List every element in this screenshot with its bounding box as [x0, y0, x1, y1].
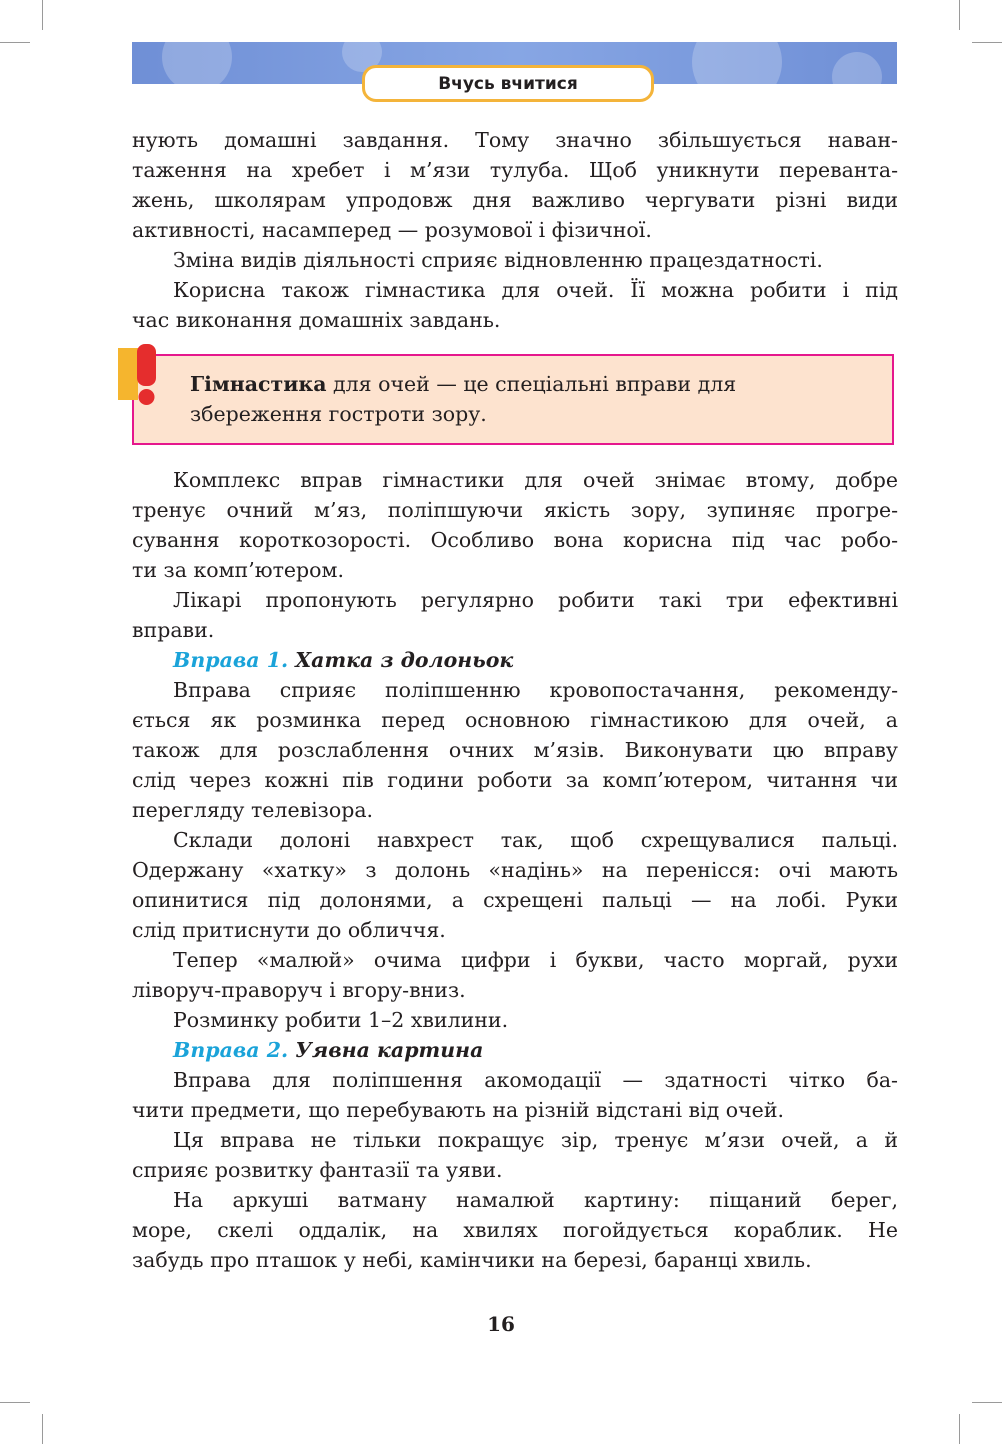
- text-line: сування короткозорості. Особливо вона корисна під час робо-: [132, 528, 898, 552]
- text-line: Одержану «хатку» з долонь «надінь» на перенісся: очі мають: [132, 858, 898, 882]
- text-line: активності, насамперед — розумової і фізичної.: [132, 218, 652, 242]
- text-line: слід притиснути до обличчя.: [132, 918, 446, 942]
- text-line: чити предмети, що перебувають на різній відстані від очей.: [132, 1098, 784, 1122]
- text-line: Вправа для поліпшення акомодації — здатності чітко ба-: [173, 1068, 898, 1092]
- crop-mark: [972, 1402, 1002, 1403]
- text-line: Лікарі пропонують регулярно робити такі три ефективні: [173, 588, 898, 612]
- exercise-label: Вправа 2.: [173, 1038, 289, 1062]
- crop-mark: [959, 0, 960, 30]
- text-line: забудь про пташок у небі, камінчики на березі, баранці хвиль.: [132, 1248, 812, 1272]
- text-line: Зміна видів діяльності сприяє відновленню працездатності.: [173, 248, 823, 272]
- text-line: жень, школярам упродовж дня важливо чергувати різні види: [132, 188, 898, 212]
- definition-line: для очей — це спеціальні вправи для: [326, 372, 737, 396]
- text-line: Розминку робити 1–2 хвилини.: [173, 1008, 509, 1032]
- page-number: 16: [487, 1312, 515, 1336]
- crop-mark: [0, 42, 30, 43]
- text-line: Комплекс вправ гімнастики для очей знімає втому, добре: [173, 468, 898, 492]
- paragraph: [132, 125, 898, 335]
- crop-mark: [42, 1414, 43, 1444]
- definition-text: [190, 369, 842, 429]
- text-line: Ця вправа не тільки покращує зір, тренує м’язи очей, а й: [173, 1128, 898, 1152]
- definition-line: збереження гостроти зору.: [190, 402, 487, 426]
- definition-term: Гімнастика: [190, 372, 327, 396]
- text-line: море, скелі оддалік, на хвилях погойдується кораблик. Не: [132, 1218, 898, 1242]
- text-line: також для розслаблення очних м’язів. Виконувати цю вправу: [132, 738, 898, 762]
- text-line: ти за комп’ютером.: [132, 558, 344, 582]
- text-line: перегляду телевізора.: [132, 798, 374, 822]
- text-line: На аркуші ватману намалюй картину: піщаний берег,: [173, 1188, 898, 1212]
- decor-bubble: [692, 42, 782, 84]
- main-text: [132, 465, 898, 1275]
- text-line: час виконання домашніх завдань.: [132, 308, 501, 332]
- text-line: вправи.: [132, 618, 215, 642]
- exercise-title: Уявна картина: [288, 1038, 484, 1062]
- crop-mark: [0, 1402, 30, 1403]
- text-line: слід через кожні пів години роботи за комп’ютером, читання чи: [132, 768, 898, 792]
- exercise-label: Вправа 1.: [173, 648, 289, 672]
- exercise-1-heading: [132, 645, 898, 675]
- text-line: таження на хребет і м’язи тулуба. Щоб уникнути переванта-: [132, 158, 898, 182]
- text-line: опинитися під долонями, а схрещені пальці — на лобі. Руки: [132, 888, 898, 912]
- exercise-title: Хатка з долоньок: [288, 648, 514, 672]
- crop-mark: [959, 1414, 960, 1444]
- exclamation-warning-icon: [118, 344, 174, 408]
- text-line: Склади долоні навхрест так, щоб схрещувалися пальці.: [173, 828, 898, 852]
- text-line: ліворуч-праворуч і вгору-вниз.: [132, 978, 466, 1002]
- decor-bubble: [832, 52, 882, 84]
- exercise-2-heading: [132, 1035, 898, 1065]
- crop-mark: [972, 42, 1002, 43]
- decor-bubble: [162, 42, 232, 84]
- text-line: ється як розминка перед основною гімнастикою для очей, а: [132, 708, 898, 732]
- text-line: тренує очний м’яз, поліпшуючи якість зору, зупиняє прогре-: [132, 498, 898, 522]
- section-title: Вчусь вчитися: [362, 65, 654, 102]
- text-line: Корисна також гімнастика для очей. Її можна робити і під: [173, 278, 898, 302]
- text-line: Вправа сприяє поліпшенню кровопостачання, рекоменду-: [173, 678, 898, 702]
- crop-mark: [42, 0, 43, 30]
- text-line: Тепер «малюй» очима цифри і букви, часто моргай, рухи: [173, 948, 898, 972]
- text-line: сприяє розвитку фантазії та уяви.: [132, 1158, 503, 1182]
- text-line: нують домашні завдання. Тому значно збільшується наван-: [132, 128, 898, 152]
